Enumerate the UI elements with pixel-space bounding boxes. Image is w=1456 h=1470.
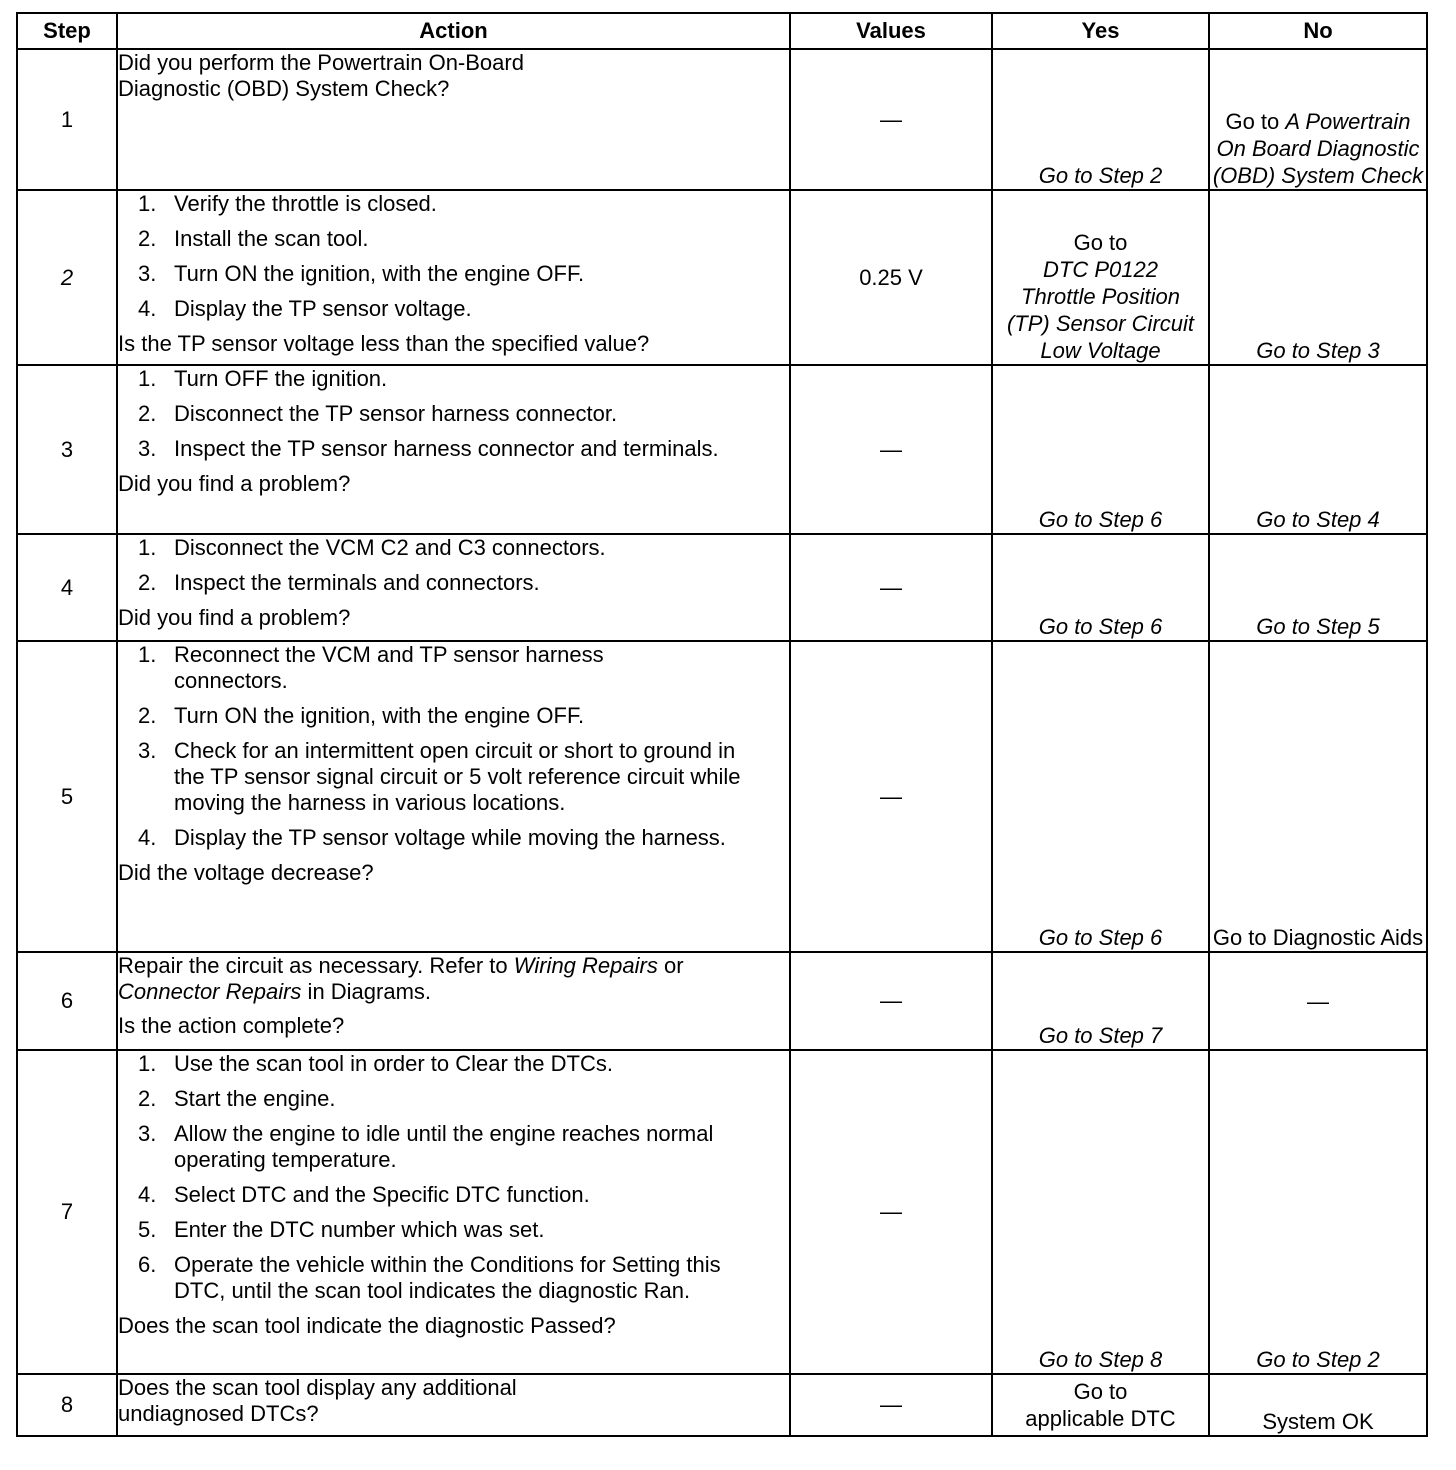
- yes-cell: [992, 641, 1209, 952]
- action-instruction: Repair the circuit as necessary. Refer to Wiring Repairs or Connector Repairs in Diagrams.: [118, 953, 684, 1004]
- action-question: Did the voltage decrease?: [118, 860, 374, 885]
- table-row: [17, 641, 1427, 952]
- yes-cell: [992, 1374, 1209, 1436]
- list-item: 1. Disconnect the VCM C2 and C3 connectors.: [138, 535, 606, 560]
- step-number: 5: [17, 641, 117, 952]
- table-row: [17, 1050, 1427, 1374]
- wiring-repairs-link[interactable]: Wiring Repairs: [513, 953, 658, 978]
- no-link[interactable]: Go to Step 3: [1256, 338, 1380, 363]
- no-cell: [1209, 190, 1427, 365]
- action-list: [118, 366, 789, 462]
- value-cell: 0.25 V: [790, 190, 992, 365]
- action-cell: [117, 190, 790, 365]
- yes-link[interactable]: Go to applicable DTC: [1025, 1379, 1176, 1431]
- yes-link[interactable]: Go to Step 2: [1038, 163, 1163, 188]
- action-list: [118, 191, 789, 322]
- no-link[interactable]: A Powertrain On Board Diagnostic (OBD) System Check: [1212, 109, 1424, 188]
- value-cell: —: [790, 1050, 992, 1374]
- list-item: 2. Turn ON the ignition, with the engine OFF.: [138, 703, 585, 728]
- step-number: 8: [17, 1374, 117, 1436]
- action-cell: [117, 952, 790, 1050]
- action-list: [118, 535, 789, 596]
- action-question: Did you find a problem?: [118, 471, 351, 496]
- list-item: 4. Display the TP sensor voltage while moving the harness.: [138, 825, 726, 850]
- yes-cell: [992, 1050, 1209, 1374]
- step-number: 4: [17, 534, 117, 641]
- no-cell: [1209, 49, 1427, 190]
- list-item: 6. Operate the vehicle within the Conditions for Setting this DTC, until the scan tool indicates the diagnostic Ran.: [138, 1252, 721, 1303]
- list-item: 3. Inspect the TP sensor harness connector and terminals.: [138, 436, 719, 461]
- table-row: [17, 952, 1427, 1050]
- no-cell: [1209, 641, 1427, 952]
- list-item: 2. Start the engine.: [138, 1086, 336, 1111]
- list-item: 1. Reconnect the VCM and TP sensor harness connectors.: [138, 642, 604, 693]
- list-item: 2. Install the scan tool.: [138, 226, 369, 251]
- header-action: Action: [117, 13, 790, 49]
- yes-link[interactable]: Go to Step 6: [1038, 507, 1163, 532]
- list-item: 4. Display the TP sensor voltage.: [138, 296, 472, 321]
- action-question: Does the scan tool display any additional undiagnosed DTCs?: [118, 1375, 517, 1426]
- step-number: 7: [17, 1050, 117, 1374]
- table-row: [17, 365, 1427, 534]
- list-item: 5. Enter the DTC number which was set.: [138, 1217, 545, 1242]
- yes-cell: [992, 952, 1209, 1050]
- no-link[interactable]: Go to Diagnostic Aids: [1212, 925, 1424, 950]
- list-item: 1. Verify the throttle is closed.: [138, 191, 437, 216]
- action-question: Is the action complete?: [118, 1013, 345, 1038]
- list-item: 4. Select DTC and the Specific DTC function.: [138, 1182, 590, 1207]
- step-number: 6: [17, 952, 117, 1050]
- value-cell: —: [790, 952, 992, 1050]
- yes-cell: [992, 49, 1209, 190]
- table-row: [17, 534, 1427, 641]
- no-cell: [1209, 365, 1427, 534]
- value-cell: —: [790, 641, 992, 952]
- yes-cell: [992, 190, 1209, 365]
- step-number: [17, 190, 117, 365]
- action-list: [118, 642, 789, 851]
- yes-link[interactable]: Go to Step 6: [1038, 925, 1163, 950]
- step-number: 1: [17, 49, 117, 190]
- no-link[interactable]: Go to Step 4: [1256, 507, 1380, 532]
- list-item: 1. Turn OFF the ignition.: [138, 366, 388, 391]
- yes-cell: [992, 534, 1209, 641]
- table-row: [17, 49, 1427, 190]
- list-item: 2. Disconnect the TP sensor harness connector.: [138, 401, 618, 426]
- no-cell: System OK: [1209, 1374, 1427, 1436]
- action-cell: [117, 1374, 790, 1436]
- header-no: No: [1209, 13, 1427, 49]
- action-cell: [117, 49, 790, 190]
- list-item: 3. Turn ON the ignition, with the engine OFF.: [138, 261, 585, 286]
- action-cell: [117, 365, 790, 534]
- list-item: 3. Check for an intermittent open circuit or short to ground in the TP sensor signal circuit or 5 volt reference circuit while moving the harness in various locations.: [138, 738, 741, 815]
- list-item: 2. Inspect the terminals and connectors.: [138, 570, 540, 595]
- header-step: Step: [17, 13, 117, 49]
- no-prefix: Go to: [1225, 109, 1286, 134]
- action-cell: [117, 534, 790, 641]
- header-values: Values: [790, 13, 992, 49]
- header-row: [17, 13, 1427, 49]
- list-item: 1. Use the scan tool in order to Clear the DTCs.: [138, 1051, 613, 1076]
- no-cell: [1209, 1050, 1427, 1374]
- table-row: [17, 1374, 1427, 1436]
- connector-repairs-link[interactable]: Connector Repairs: [118, 979, 302, 1004]
- yes-prefix: Go to: [1073, 230, 1128, 255]
- value-cell: —: [790, 534, 992, 641]
- action-question: Does the scan tool indicate the diagnostic Passed?: [118, 1313, 616, 1338]
- yes-link[interactable]: Go to Step 8: [1038, 1347, 1163, 1372]
- step-number: 3: [17, 365, 117, 534]
- yes-cell: [992, 365, 1209, 534]
- no-link[interactable]: Go to Step 5: [1256, 614, 1380, 639]
- yes-link[interactable]: Go to Step 7: [1038, 1023, 1163, 1048]
- table-row: [17, 190, 1427, 365]
- list-item: 3. Allow the engine to idle until the engine reaches normal operating temperature.: [138, 1121, 714, 1172]
- step-number-text: 2: [60, 264, 74, 290]
- diagnostic-page: [16, 12, 1426, 1437]
- header-yes: Yes: [992, 13, 1209, 49]
- no-cell: [1209, 534, 1427, 641]
- no-link[interactable]: Go to Step 2: [1256, 1347, 1380, 1372]
- value-cell: —: [790, 1374, 992, 1436]
- action-question: Is the TP sensor voltage less than the specified value?: [118, 331, 650, 356]
- value-cell: —: [790, 49, 992, 190]
- action-list: [118, 1051, 789, 1304]
- action-cell: [117, 641, 790, 952]
- action-question: Did you find a problem?: [118, 605, 351, 630]
- yes-link[interactable]: DTC P0122 Throttle Position (TP) Sensor Circuit Low Voltage: [1006, 257, 1195, 363]
- value-cell: —: [790, 365, 992, 534]
- yes-link[interactable]: Go to Step 6: [1038, 614, 1163, 639]
- no-cell: —: [1209, 952, 1427, 1050]
- action-question: Did you perform the Powertrain On-Board Diagnostic (OBD) System Check?: [118, 50, 524, 101]
- diagnostic-table: [16, 12, 1428, 1437]
- action-cell: [117, 1050, 790, 1374]
